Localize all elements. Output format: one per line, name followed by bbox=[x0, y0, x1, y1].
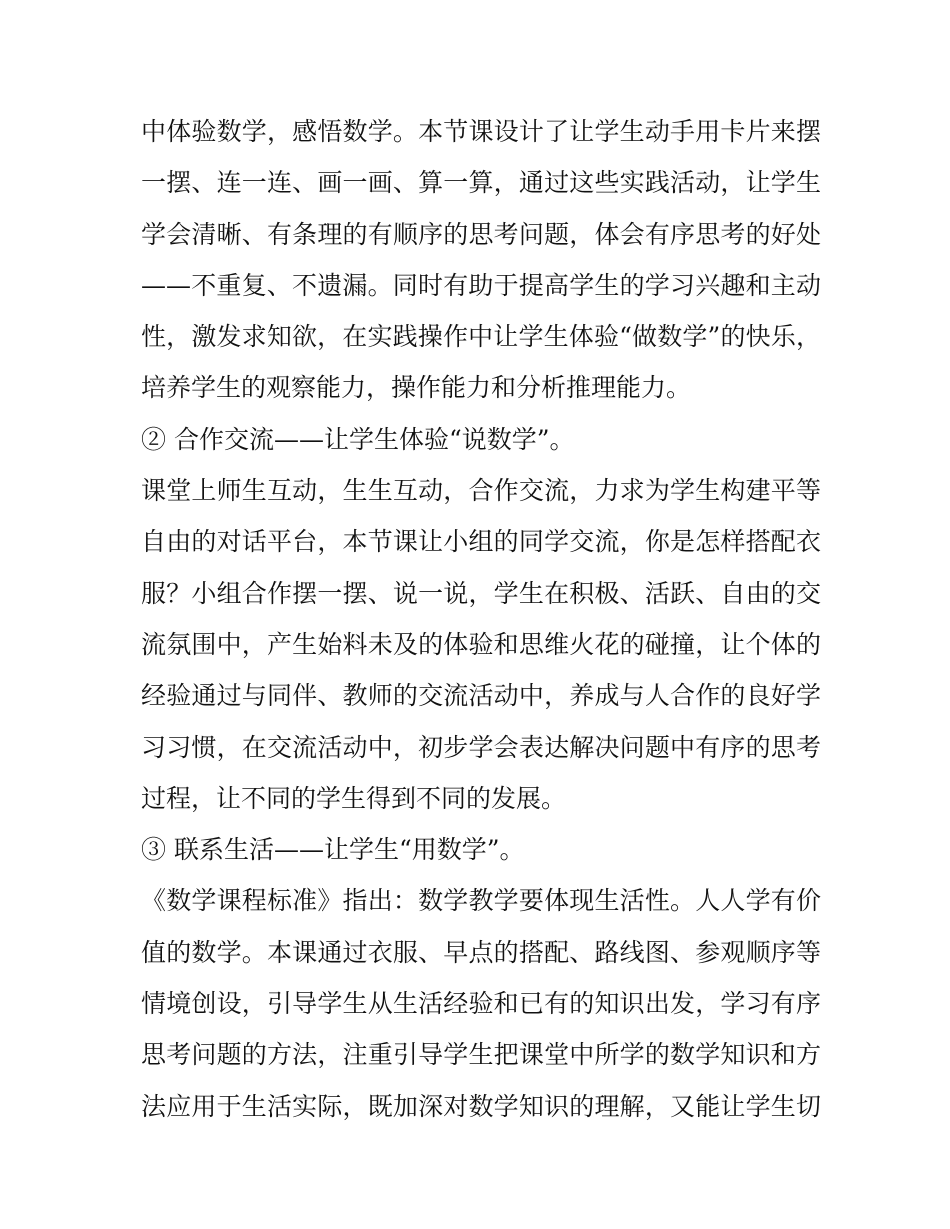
text-line: 值的数学。本课通过衣服、早点的搭配、路线图、参观顺序等 bbox=[141, 937, 821, 967]
text-line: 服？小组合作摆一摆、说一说，学生在积极、活跃、自由的交 bbox=[141, 578, 821, 608]
text-line: 经验通过与同伴、教师的交流活动中，养成与人合作的良好学 bbox=[141, 681, 821, 711]
section-heading: ② 合作交流——让学生体验“说数学”。 bbox=[141, 424, 575, 454]
body-text bbox=[141, 106, 821, 1132]
text-line: 流氛围中，产生始料未及的体验和思维火花的碰撞，让个体的 bbox=[141, 629, 821, 659]
text-line: 情境创设，引导学生从生活经验和已有的知识出发，学习有序 bbox=[141, 989, 821, 1019]
text-line: 思考问题的方法，注重引导学生把课堂中所学的数学知识和方 bbox=[141, 1040, 821, 1070]
text-line: 培养学生的观察能力，操作能力和分析推理能力。 bbox=[141, 373, 692, 403]
text-line: ——不重复、不遗漏。同时有助于提高学生的学习兴趣和主动 bbox=[141, 270, 821, 300]
text-line: 《数学课程标准》指出：数学教学要体现生活性。人人学有价 bbox=[141, 886, 821, 916]
text-line: 学会清晰、有条理的有顺序的思考问题，体会有序思考的好处 bbox=[141, 219, 821, 249]
text-line: 法应用于生活实际，既加深对数学知识的理解，又能让学生切 bbox=[141, 1091, 821, 1121]
text-line: 课堂上师生互动，生生互动，合作交流，力求为学生构建平等 bbox=[141, 476, 821, 506]
text-line: 一摆、连一连、画一画、算一算，通过这些实践活动，让学生 bbox=[141, 168, 821, 198]
section-heading: ③ 联系生活——让学生“用数学”。 bbox=[141, 835, 525, 865]
text-line: 习习惯，在交流活动中，初步学会表达解决问题中有序的思考 bbox=[141, 732, 821, 762]
text-line: 中体验数学，感悟数学。本节课设计了让学生动手用卡片来摆 bbox=[141, 117, 821, 146]
text-line: 过程，让不同的学生得到不同的发展。 bbox=[141, 783, 567, 813]
text-line: 自由的对话平台，本节课让小组的同学交流，你是怎样搭配衣 bbox=[141, 527, 821, 557]
text-line: 性，激发求知欲，在实践操作中让学生体验“做数学”的快乐， bbox=[141, 322, 821, 352]
